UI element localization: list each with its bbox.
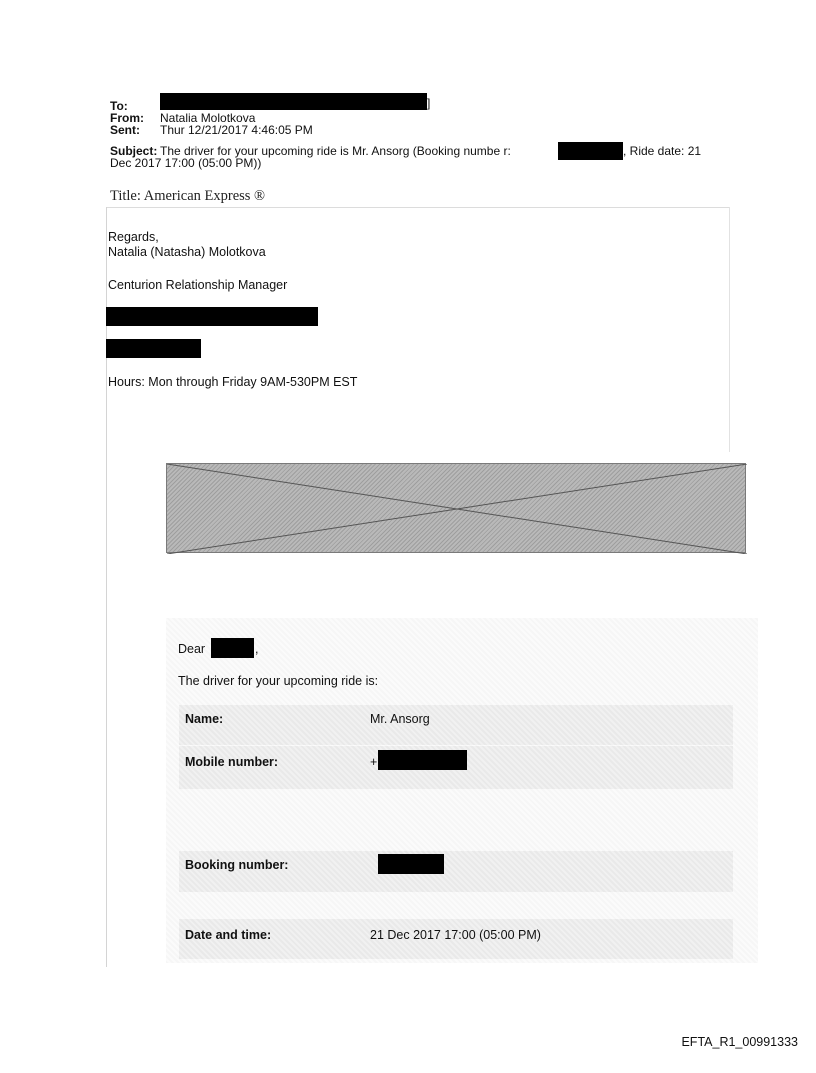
broken-image-icon [167, 464, 747, 554]
office-hours: Hours: Mon through Friday 9AM-530PM EST [108, 375, 358, 389]
ride-intro: The driver for your upcoming ride is: [178, 674, 379, 688]
broken-image-placeholder [166, 463, 746, 553]
redacted-contact-line-2 [106, 339, 201, 358]
datetime-value: 21 Dec 2017 17:00 (05:00 PM) [370, 928, 541, 942]
name-label: Name: [185, 712, 224, 726]
redacted-contact-line-1 [106, 307, 318, 326]
name-value: Mr. Ansorg [370, 712, 430, 726]
redacted-mobile-number [378, 750, 467, 770]
sent-value: Thur 12/21/2017 4:46:05 PM [160, 123, 313, 137]
to-label: To: [110, 99, 128, 113]
document-id: EFTA_R1_00991333 [681, 1035, 798, 1049]
mobile-label: Mobile number: [185, 755, 279, 769]
table-row-name [179, 705, 733, 745]
table-row-datetime [179, 919, 733, 959]
subject-value-line2: Dec 2017 17:00 (05:00 PM)) [110, 156, 262, 170]
regards-text: Regards, [108, 230, 159, 244]
datetime-label: Date and time: [185, 928, 272, 942]
subject-label: Subject: [110, 144, 158, 158]
greeting-suffix: , [255, 642, 259, 656]
mobile-prefix: + [370, 755, 378, 769]
from-value: Natalia Molotkova [160, 111, 256, 125]
ride-details-card [166, 618, 758, 963]
booking-label: Booking number: [185, 858, 289, 872]
redacted-booking-number-subject [558, 142, 623, 160]
title-line: Title: American Express ® [110, 188, 266, 204]
redacted-booking-number [378, 854, 444, 874]
sender-name: Natalia (Natasha) Molotkova [108, 245, 266, 259]
to-value-bracket: ] [427, 96, 431, 110]
greeting-prefix: Dear [178, 642, 206, 656]
panel-border-top [106, 207, 730, 208]
panel-border-right [729, 207, 730, 452]
from-label: From: [110, 111, 144, 125]
redacted-recipient [160, 93, 427, 110]
table-row-booking [179, 851, 733, 892]
sender-role: Centurion Relationship Manager [108, 278, 288, 292]
subject-value-cont: , Ride date: 21 [623, 144, 702, 158]
subject-value: The driver for your upcoming ride is Mr. Ansorg (Booking numbe r: [160, 144, 511, 158]
redacted-customer-name [211, 638, 254, 658]
sent-label: Sent: [110, 123, 140, 137]
